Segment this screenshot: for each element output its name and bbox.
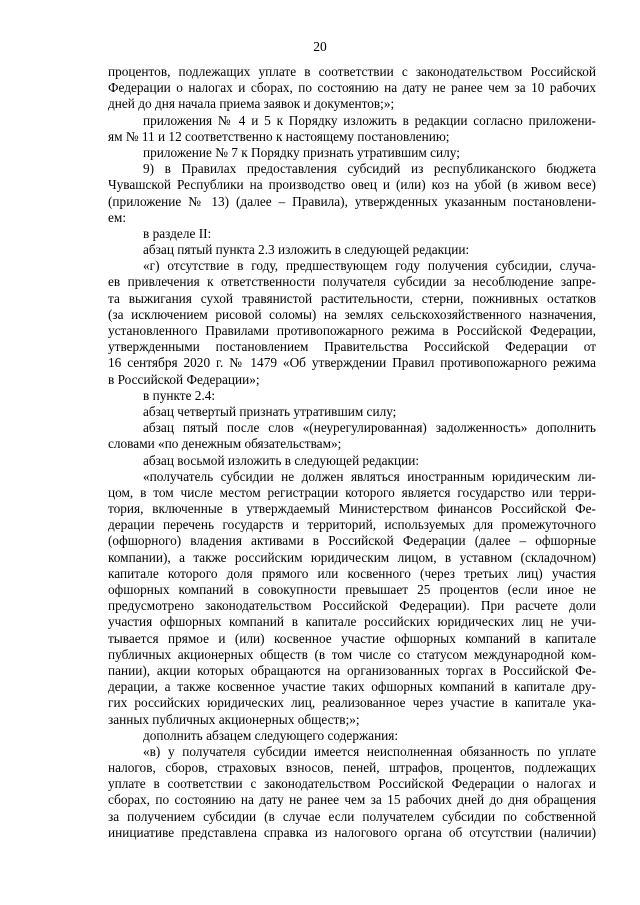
text-line: абзац пятый после слов «(неурегулированная) задолженность» дополнить: [143, 420, 596, 436]
text-line: пании), акции которых обращаются на организованных торгах в Российской Фе-: [108, 662, 596, 678]
text-line: дополнить абзацем следующего содержания:: [143, 727, 399, 743]
text-line: цом, в том числе местом регистрации которого является государство или терри-: [108, 484, 596, 500]
text-line: (приложение № 13) (далее – Правила), утвержденных указанным постановлени-: [108, 193, 596, 209]
text-line: ям № 11 и 12 соответственно к настоящему постановлению;: [108, 128, 450, 144]
text-line: приложение № 7 к Порядку признать утратившим силу;: [143, 144, 460, 160]
text-line: офшорных компаний в совокупности превышает 25 процентов (если иное не: [108, 582, 596, 597]
text-line: абзац пятый пункта 2.3 изложить в следующей редакции:: [143, 242, 470, 258]
text-line: сборах, по состоянию на дату не ранее чем за 15 рабочих дней до дня обращения: [108, 792, 596, 808]
text-line: за получением субсидии (в случае если получателем субсидии по собственной: [108, 808, 596, 824]
text-line: капитале которого доля прямого или косвенного (через третьих лиц) участия: [108, 565, 596, 581]
text-line: в пункте 2.4:: [143, 387, 216, 403]
text-line: 16 сентября 2020 г. № 1479 «Об утверждении Правил противопожарного режима: [108, 355, 596, 371]
text-line: в Российской Федерации»;: [108, 371, 260, 387]
text-line: ев привлечения к ответственности получателя субсидии за несоблюдение запре-: [108, 274, 596, 290]
text-line: инициативе представлена справка из налогового органа об отсутствии (наличии): [108, 824, 596, 840]
text-line: «получатель субсидии не должен являться иностранным юридическим ли-: [143, 468, 596, 484]
text-line: участия офшорных компаний в капитале российских юридических лиц не учи-: [108, 614, 596, 630]
text-line: предусмотрено законодательством Российской Федерации). При расчете доли: [108, 598, 596, 614]
text-line: «г) отсутствие в году, предшествующем году получения субсидии, случа-: [143, 258, 596, 274]
page-number: 20: [313, 39, 327, 54]
text-line: дерации перечень государств и территорий, используемых для промежуточного: [108, 517, 596, 533]
text-line: 9) в Правилах предоставления субсидий из республиканского бюджета: [143, 161, 596, 177]
text-line: в разделе II:: [143, 225, 212, 241]
text-line: уплате в соответствии с законодательством Российской Федерации о налогах и: [108, 776, 596, 792]
text-line: установленного Правилами противопожарного режима в Российской Федерации,: [108, 323, 596, 338]
text-line: процентов, подлежащих уплате в соответствии с законодательством Российской: [108, 64, 596, 79]
text-line: словами «по денежным обязательствам»;: [108, 436, 342, 452]
text-line: дерации, а также косвенное участие таких офшорных компаний в капитале дру-: [108, 679, 596, 695]
text-line: «в) у получателя субсидии имеется неисполненная обязанность по уплате: [143, 743, 596, 759]
text-line: тория, включенные в утверждаемый Министерством финансов Российской Фе-: [108, 501, 596, 517]
text-line: абзац восьмой изложить в следующей редакции:: [143, 452, 420, 468]
text-line: приложения № 4 и 5 к Порядку изложить в редакции согласно приложени-: [143, 112, 596, 128]
text-line: Федерации о налогах и сборах, по состоянию на дату не ранее чем за 10 рабочих: [108, 80, 596, 96]
text-line: та выжигания сухой травянистой растительности, стерни, пожнивных остатков: [108, 290, 596, 306]
text-line: гих российских юридических лиц, реализованное через участие в капитале ука-: [108, 695, 596, 711]
text-line: (офшорного) владения активами в Российской Федерации (далее – офшорные: [108, 533, 596, 549]
text-line: занных публичных акционерных обществ;»;: [108, 711, 360, 727]
text-line: ем:: [108, 209, 127, 225]
text-line: Чувашской Республики на производство овец и (или) коз на убой (в живом весе): [108, 177, 596, 193]
text-line: компании), а также российским юридическим лицом, в уставном (складочном): [108, 549, 596, 565]
body-text: [108, 64, 596, 841]
text-line: (за исключением рисовой соломы) на землях сельскохозяйственного назначения,: [108, 306, 596, 322]
text-line: публичных акционерных обществ (в том числе со статусом международной ком-: [108, 646, 596, 662]
text-line: абзац четвертый признать утратившим силу;: [143, 403, 397, 419]
text-line: дней до дня начала приема заявок и документов;»;: [108, 96, 395, 112]
text-line: утвержденными постановлением Правительства Российской Федерации от: [108, 339, 596, 355]
text-line: налогов, сборов, страховых взносов, пеней, штрафов, процентов, подлежащих: [108, 760, 596, 776]
text-line: тывается прямое и (или) косвенное участие офшорных компаний в капитале: [108, 630, 596, 646]
